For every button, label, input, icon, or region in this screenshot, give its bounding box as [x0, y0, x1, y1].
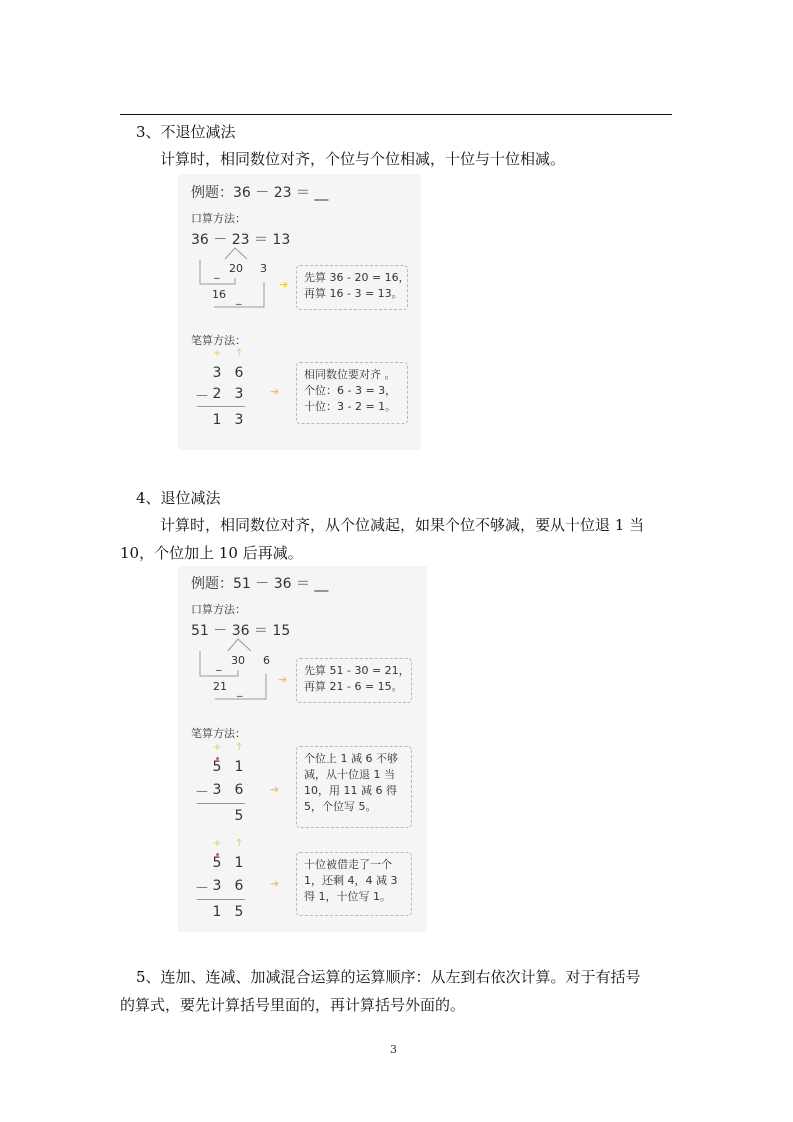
result-digit-tens: 1 [212, 412, 222, 428]
align-plus-icon: + [213, 742, 222, 753]
example-line: 例题：36 － 23 ＝ __ [191, 185, 329, 201]
section-4-description-line-2: 10，个位加上 10 后再减。 [120, 544, 303, 562]
split-ones: 6 [263, 654, 270, 667]
sum-line [197, 406, 245, 407]
note-line: 个位上 1 减 6 不够 [304, 752, 398, 765]
oral-method-label: 口算方法： [191, 603, 246, 616]
section-3-title: 3、不退位减法 [136, 123, 236, 141]
result-digit-tens: 1 [212, 904, 222, 920]
split-ones: 3 [260, 262, 267, 275]
mid-digit-ones: 6 [234, 878, 244, 894]
right-arrow-icon: ➔ [270, 385, 280, 398]
written-method-label: 笔算方法： [191, 334, 246, 347]
result-digit-ones: 5 [234, 808, 244, 824]
note-line: 10，用 11 减 6 得 [304, 784, 397, 797]
split-dash-1: _ [216, 658, 222, 671]
top-digit-tens: 3 [212, 365, 222, 381]
split-dash-2: _ [237, 684, 243, 697]
right-arrow-icon: ➔ [270, 783, 280, 796]
example-line: 例题：51 － 36 ＝ __ [191, 576, 329, 592]
align-arrow-icon: ↑ [235, 742, 244, 753]
mid-digit-ones: 6 [234, 782, 244, 798]
note-line: 得 1，十位写 1。 [304, 890, 391, 903]
section-5-line-2: 的算式，要先计算括号里面的，再计算括号外面的。 [120, 996, 466, 1014]
oral-equation: 36 － 23 ＝ 13 [191, 232, 291, 248]
align-plus-icon: + [213, 838, 222, 849]
align-plus-icon: + [213, 348, 222, 359]
header-rule [120, 114, 672, 115]
note-line: 减，从十位退 1 当 [304, 768, 395, 781]
align-arrow-icon: ↑ [235, 348, 244, 359]
note-line: 再算 16 - 3 = 13。 [304, 287, 403, 300]
minus-sign: － [195, 881, 209, 897]
oral-method-label: 口算方法： [191, 212, 246, 225]
right-arrow-icon: ➔ [270, 877, 280, 890]
section-4-description-line-1: 计算时，相同数位对齐，从个位减起，如果个位不够减，要从十位退 1 当 [160, 516, 645, 534]
note-line: 个位：6 - 3 = 3， [304, 384, 397, 397]
note-line: 先算 36 - 20 = 16， [304, 271, 410, 284]
note-line: 先算 51 - 30 = 21， [304, 664, 410, 677]
note-line: 相同数位要对齐 。 [304, 368, 396, 381]
intermediate-result: 16 [212, 288, 226, 301]
written-note-box [296, 362, 408, 424]
note-line: 1，还剩 4，4 减 3 [304, 874, 398, 887]
step-2-note-box [296, 852, 412, 916]
minus-sign: － [195, 389, 209, 405]
split-dash-1: _ [214, 266, 220, 279]
written-method-label: 笔算方法： [191, 727, 246, 740]
right-arrow-icon: ➔ [279, 278, 289, 291]
result-digit-ones: 3 [234, 412, 244, 428]
top-digit-tens: 5 [212, 855, 222, 871]
top-digit-ones: 1 [234, 759, 244, 775]
section-4-panel [178, 566, 427, 932]
mid-digit-ones: 3 [234, 386, 244, 402]
page-number: 3 [390, 1043, 397, 1056]
section-4-title: 4、退位减法 [136, 489, 221, 507]
split-dash-2: _ [236, 292, 242, 305]
section-3-panel [178, 174, 421, 450]
top-digit-ones: 6 [234, 365, 244, 381]
section-5-line-1: 5、连加、连减、加减混合运算的运算顺序：从左到右依次计算。对于有括号 [136, 968, 641, 986]
align-arrow-icon: ↑ [235, 838, 244, 849]
sum-line [197, 803, 245, 804]
mid-digit-tens: 3 [212, 782, 222, 798]
oral-note-box [296, 658, 412, 703]
step-1-note-box [296, 746, 412, 828]
oral-note-box [296, 265, 408, 310]
note-line: 十位：3 - 2 = 1。 [304, 400, 397, 413]
note-line: 5，个位写 5。 [304, 800, 377, 813]
note-line: 十位被借走了一个 [304, 858, 392, 871]
mid-digit-tens: 2 [212, 386, 222, 402]
sum-line [197, 899, 245, 900]
section-3-description: 计算时，相同数位对齐，个位与个位相减，十位与十位相减。 [160, 150, 566, 168]
split-tens: 20 [229, 262, 243, 275]
intermediate-result: 21 [213, 680, 227, 693]
top-digit-ones: 1 [234, 855, 244, 871]
right-arrow-icon: ➔ [278, 673, 288, 686]
minus-sign: － [195, 785, 209, 801]
mid-digit-tens: 3 [212, 878, 222, 894]
result-digit-ones: 5 [234, 904, 244, 920]
oral-equation: 51 － 36 ＝ 15 [191, 623, 291, 639]
top-digit-tens: 5 [212, 759, 222, 775]
split-tens: 30 [231, 654, 245, 667]
note-line: 再算 21 - 6 = 15。 [304, 680, 403, 693]
